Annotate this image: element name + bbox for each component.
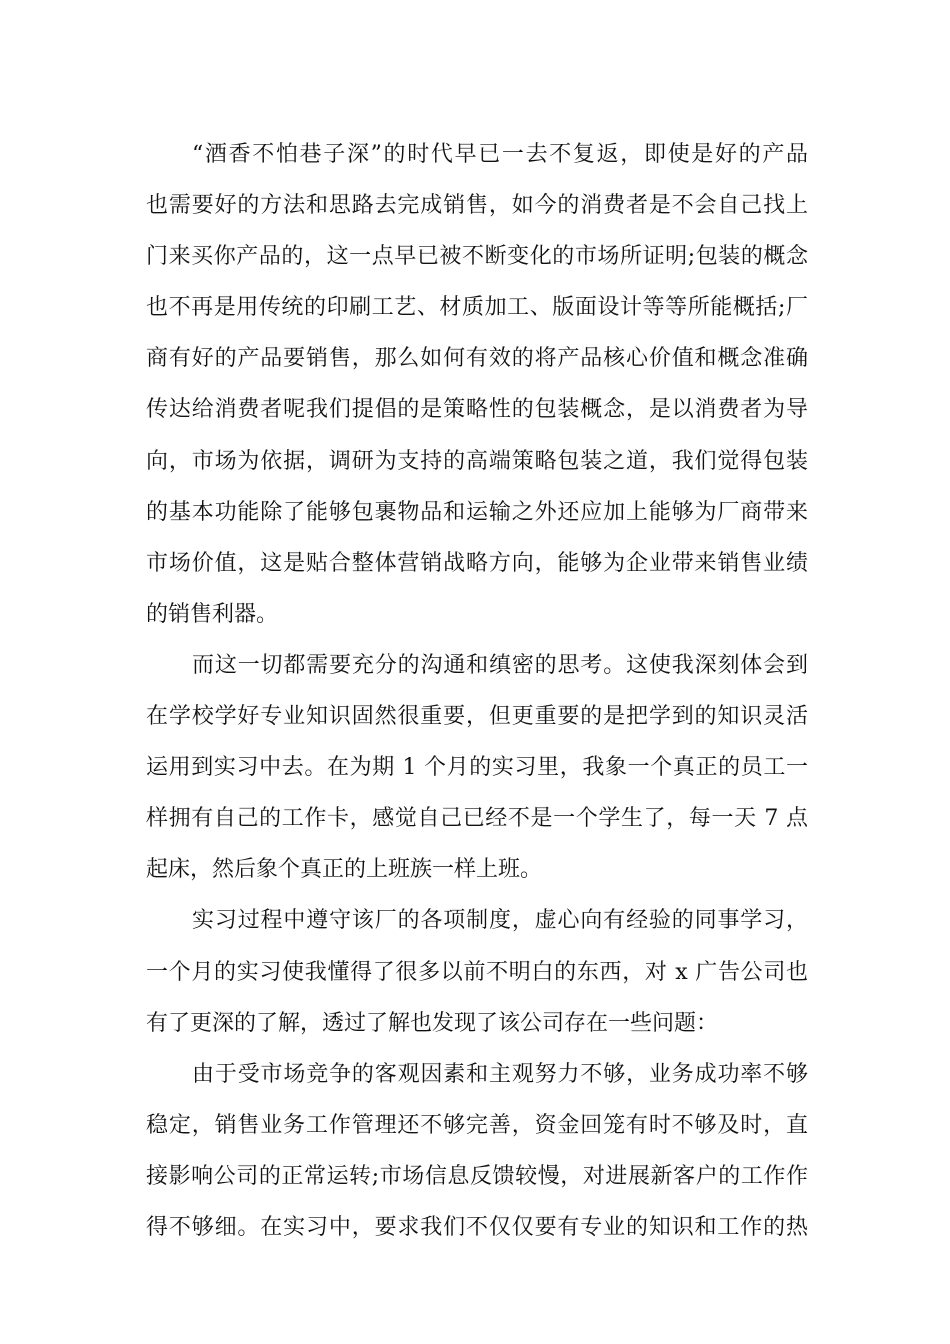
text-line: 也不再是用传统的印刷工艺、材质加工、版面设计等等所能概括;厂 — [146, 295, 808, 321]
text-line: 起床，然后象个真正的上班族一样上班。 — [146, 857, 543, 883]
text-line: 实习过程中遵守该厂的各项制度，虚心向有经验的同事学习， — [192, 908, 808, 934]
text-line: “酒香不怕巷子深”的时代早已一去不复返，即使是好的产品 — [192, 142, 808, 167]
text-line: 运用到实习中去。在为期 1 个月的实习里，我象一个真正的员工一 — [146, 755, 808, 781]
text-line: 样拥有自己的工作卡，感觉自己已经不是一个学生了，每一天 7 点 — [146, 806, 808, 832]
text-line: 得不够细。在实习中，要求我们不仅仅要有专业的知识和工作的热 — [146, 1214, 808, 1240]
text-line: 商有好的产品要销售，那么如何有效的将产品核心价值和概念准确 — [146, 346, 808, 372]
paragraph-2 — [146, 640, 808, 895]
text-line: 接影响公司的正常运转;市场信息反馈较慢，对进展新客户的工作作 — [146, 1163, 808, 1189]
text-line: 市场价值，这是贴合整体营销战略方向，能够为企业带来销售业绩 — [146, 550, 808, 576]
text-line: 向，市场为依据，调研为支持的高端策略包装之道，我们觉得包装 — [146, 448, 808, 474]
text-line: 由于受市场竞争的客观因素和主观努力不够，业务成功率不够 — [192, 1061, 808, 1087]
text-line: 的基本功能除了能够包裹物品和运输之外还应加上能够为厂商带来 — [146, 499, 808, 525]
text-line: 在学校学好专业知识固然很重要，但更重要的是把学到的知识灵活 — [146, 704, 808, 730]
paragraph-3 — [146, 895, 808, 1048]
paragraph-4 — [146, 1049, 808, 1253]
text-line: 一个月的实习使我懂得了很多以前不明白的东西，对 x 广告公司也 — [146, 959, 808, 985]
text-line: 的销售利器。 — [146, 601, 279, 627]
paragraph-1 — [146, 129, 808, 640]
text-line: 而这一切都需要充分的沟通和缜密的思考。这使我深刻体会到 — [192, 652, 808, 678]
text-line: 也需要好的方法和思路去完成销售，如今的消费者是不会自己找上 — [146, 193, 808, 219]
text-line: 传达给消费者呢我们提倡的是策略性的包装概念，是以消费者为导 — [146, 397, 808, 423]
text-line: 门来买你产品的，这一点早已被不断变化的市场所证明;包装的概念 — [146, 244, 808, 270]
text-line: 有了更深的了解，透过了解也发现了该公司存在一些问题： — [146, 1010, 719, 1036]
document-body — [146, 129, 808, 1253]
text-line: 稳定，销售业务工作管理还不够完善，资金回笼有时不够及时，直 — [146, 1112, 808, 1138]
